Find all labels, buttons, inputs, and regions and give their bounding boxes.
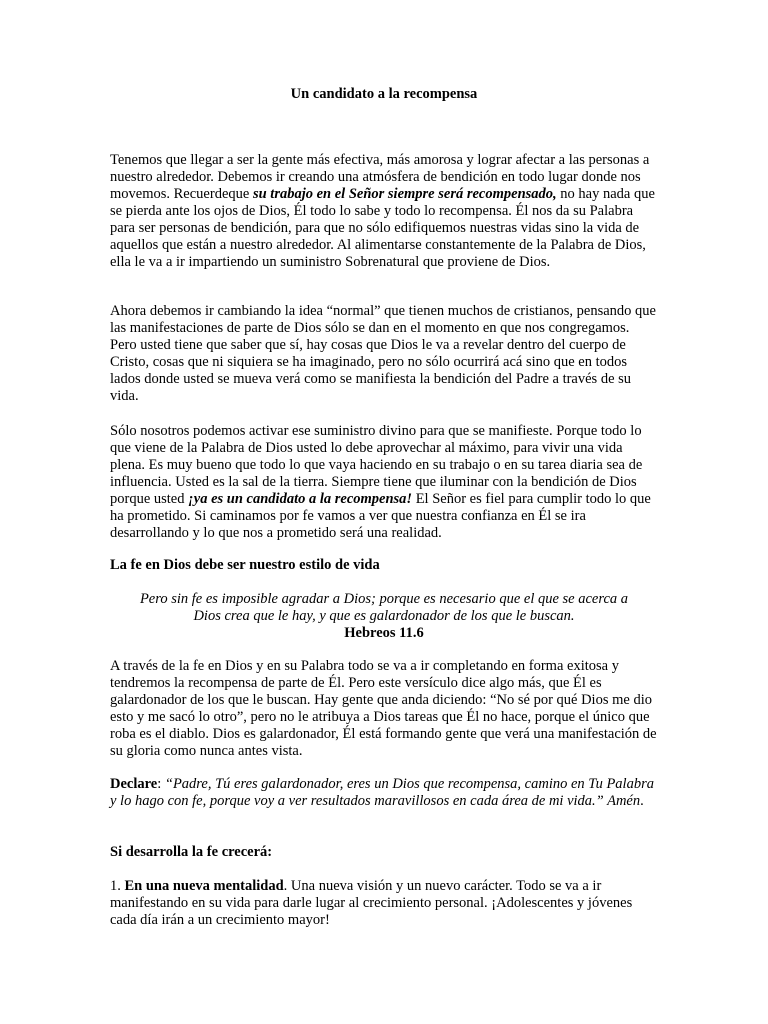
scripture-quote-line-1: Pero sin fe es imposible agradar a Dios; porque es necesario que el que se acerca a	[139, 591, 629, 607]
paragraph-1-emphasis: su trabajo en el Señor siempre será recompensado,	[252, 186, 557, 202]
paragraph-3-text-a: Sólo nosotros podemos activar ese suministro divino para que se manifieste. Porque todo lo que viene de la Palabra de Dios usted lo debe aprovechar al máximo, para vivir una vida plena. Es muy bueno que todo lo que vaya haciendo en su trabajo o en su tarea diaria sea de influencia. Usted es la sal de la tierra. Siempre tiene que iluminar con la bendición de Dios porque usted	[110, 423, 643, 507]
list-item-1-title: En una nueva mentalidad	[124, 878, 284, 894]
paragraph-3-text-b: El Señor es fiel para cumplir todo lo que ha prometido. Si caminamos por fe vamos a ver que nuestra confianza en Él se ira desarrollando y lo que nos a prometido será una realidad.	[110, 491, 651, 541]
scripture-quote	[110, 591, 658, 625]
list-item-1-number: 1.	[110, 878, 125, 894]
paragraph-1-text-b: no hay nada que se pierda ante los ojos de Dios, Él todo lo sabe y todo lo recompensa. Él nos da su Palabra para ser personas de bendición, para que no sólo edifiquemos nuestras vidas sino la vida de aquellos que están a nuestro alrededor. Al alimentarse constantemente de la Palabra de Dios, ella le va a ir impartiendo un suministro Sobrenatural que proviene de Dios.	[110, 186, 655, 270]
paragraph-1-text-a: Tenemos que llegar a ser la gente más efectiva, más amorosa y lograr afectar a las personas a nuestro alrededor. Debemos ir creando una atmósfera de bendición en todo lugar donde nos movemos. Recuerdeque	[110, 152, 650, 202]
list-item-1-text: . Una nueva visión y un nuevo carácter. Todo se va a ir manifestando en su vida para darle lugar al crecimiento personal. ¡Adolescentes y jóvenes cada día irán a un crecimiento mayor!	[110, 878, 633, 928]
scripture-reference: Hebreos 11.6	[344, 625, 424, 641]
paragraph-4: A través de la fe en Dios y en su Palabra todo se va a ir completando en forma exitosa y tendremos la recompensa de parte de Él. Pero este versículo dice algo más, que Él es galardonador de los que le buscan. Hay gente que anda diciendo: “No sé por qué Dios me dio esto y me sacó lo otro”, pero no le atribuya a Dios tareas que Él no hace, porque el único que roba es el diablo. Dios es galardonador, Él está formando gente que verá una manifestación de su gloria como nunca antes vista.	[110, 658, 657, 759]
declaration-label: Declare	[110, 776, 158, 792]
paragraph-1	[110, 152, 658, 271]
declaration-text: “Padre, Tú eres galardonador, eres un Dios que recompensa, camino en Tu Palabra y lo hago con fe, porque voy a ver resultados maravillosos en cada área de mi vida.” Amén	[110, 776, 654, 809]
declaration-paragraph	[110, 776, 658, 810]
section-heading-growth: Si desarrolla la fe crecerá:	[110, 844, 273, 860]
paragraph-3	[110, 423, 658, 542]
scripture-quote-line-2: Dios crea que le hay, y que es galardonador de los que le buscan.	[193, 608, 575, 624]
section-heading-faith: La fe en Dios debe ser nuestro estilo de vida	[110, 557, 380, 573]
paragraph-2: Ahora debemos ir cambiando la idea “normal” que tienen muchos de cristianos, pensando que las manifestaciones de parte de Dios sólo se dan en el momento en que nos congregamos. Pero usted tiene que saber que sí, hay cosas que Dios le va a revelar dentro del cuerpo de Cristo, cosas que ni siquiera se ha imaginado, pero no sólo ocurrirá acá sino que en todos lados donde usted se mueva verá como se manifiesta la bendición del Padre a través de su vida.	[110, 303, 656, 404]
declaration-colon: :	[157, 776, 165, 792]
declaration-end: .	[640, 793, 644, 809]
list-item-1	[110, 878, 658, 929]
paragraph-3-emphasis: ¡ya es un candidato a la recompensa!	[188, 491, 413, 507]
document-title: Un candidato a la recompensa	[290, 86, 478, 102]
